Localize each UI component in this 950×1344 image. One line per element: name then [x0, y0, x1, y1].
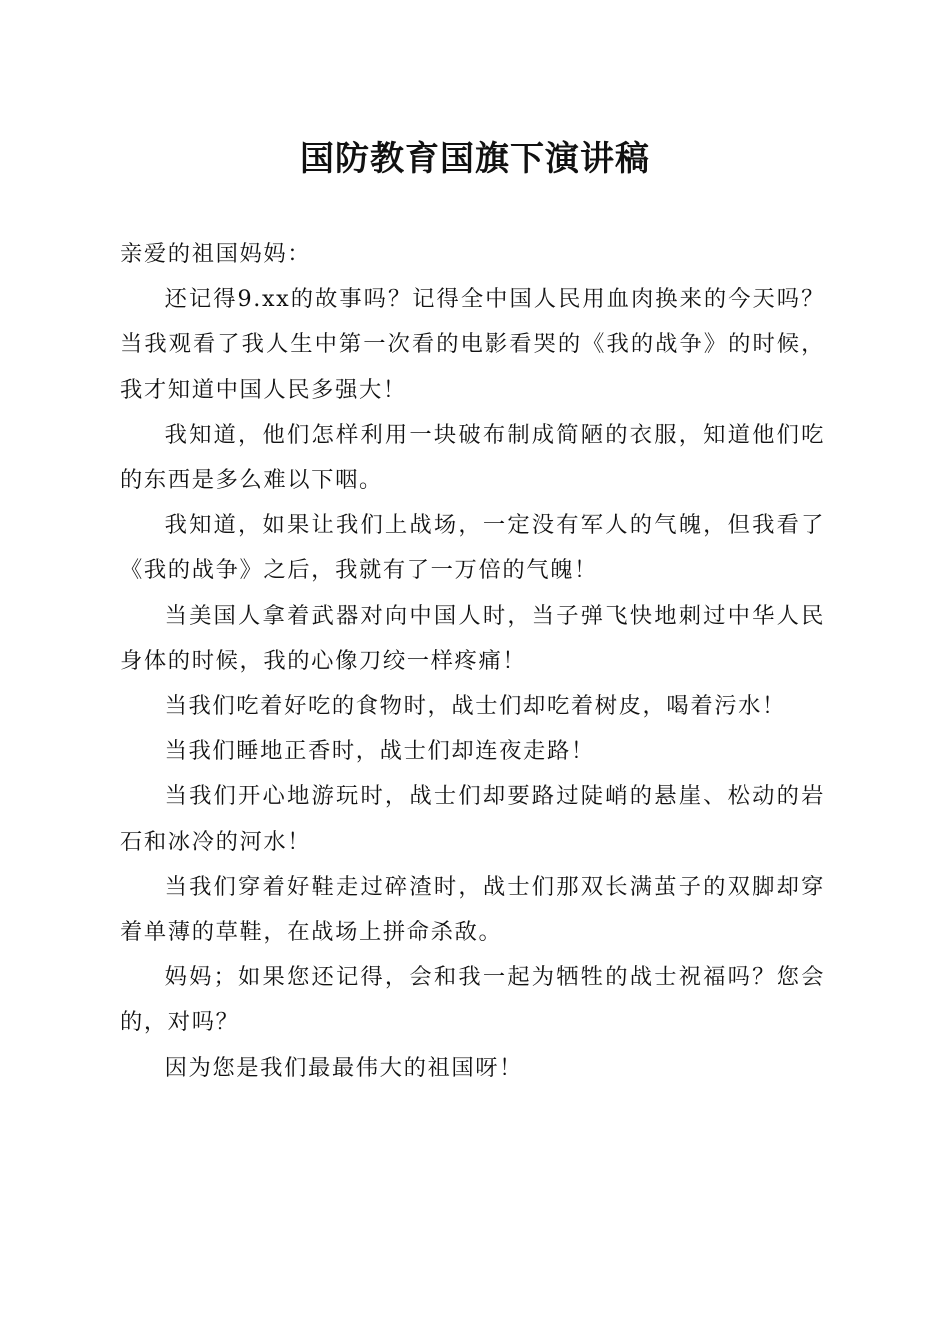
paragraph: 妈妈；如果您还记得，会和我一起为牺牲的战士祝福吗？您会的，对吗？ [120, 964, 825, 1036]
document-title: 国防教育国旗下演讲稿 [300, 139, 650, 179]
paragraph: 当美国人拿着武器对向中国人时，当子弹飞快地刺过中华人民身体的时候，我的心像刀绞一样疼痛！ [120, 602, 825, 674]
paragraph: 当我们开心地游玩时，战士们却要路过陡峭的悬崖、松动的岩石和冰冷的河水！ [120, 783, 825, 855]
paragraph: 我知道，如果让我们上战场，一定没有军人的气魄，但我看了《我的战争》之后，我就有了一万倍的气魄！ [120, 512, 825, 584]
paragraph: 当我们吃着好吃的食物时，战士们却吃着树皮，喝着污水！ [164, 693, 786, 720]
closing-paragraph: 因为您是我们最最伟大的祖国呀！ [164, 1054, 524, 1081]
paragraph: 当我们穿着好鞋走过碎渣时，战士们那双长满茧子的双脚却穿着单薄的草鞋，在战场上拼命杀敌。 [120, 873, 825, 946]
paragraph: 还记得9.xx的故事吗？记得全中国人民用血肉换来的今天吗？当我观看了我人生中第一次看的电影看哭的《我的战争》的时候，我才知道中国人民多强大！ [120, 286, 825, 403]
document-body [120, 232, 825, 1091]
paragraph: 当我们睡地正香时，战士们却连夜走路！ [164, 738, 595, 765]
salutation: 亲爱的祖国妈妈： [120, 241, 312, 267]
paragraph: 我知道，他们怎样利用一块破布制成简陋的衣服，知道他们吃的东西是多么难以下咽。 [120, 421, 825, 494]
